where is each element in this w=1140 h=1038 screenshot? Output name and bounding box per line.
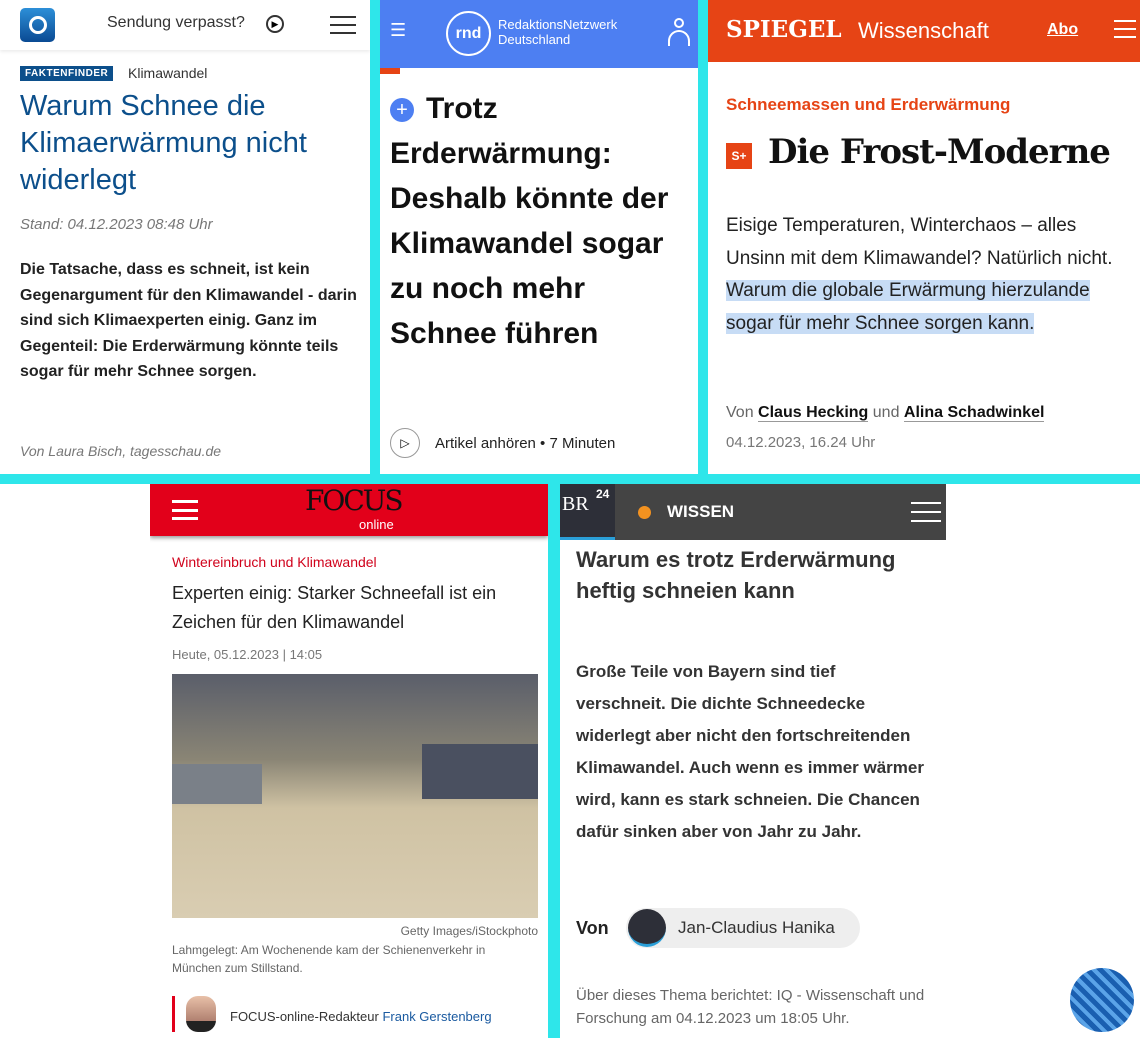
plus-icon: + — [390, 98, 414, 122]
focus-logo-sub: online — [359, 517, 394, 532]
topic[interactable]: Klimawandel — [128, 65, 208, 81]
menu-icon[interactable] — [330, 16, 356, 34]
spiegel-plus-badge: S+ — [726, 143, 752, 169]
header — [150, 484, 548, 536]
date: Stand: 04.12.2023 08:48 Uhr — [20, 216, 213, 233]
lead — [726, 210, 1131, 340]
author-name: Jan-Claudius Hanika — [678, 918, 835, 937]
highlighted-text: Warum die globale Erwärmung hierzulande sogar für mehr Schnee sorgen kann. — [726, 280, 1090, 334]
author-avatar[interactable] — [186, 996, 216, 1032]
section-name[interactable]: Wissenschaft — [858, 18, 989, 43]
header — [380, 0, 698, 68]
divider — [370, 0, 380, 480]
menu-icon[interactable] — [1114, 20, 1136, 38]
menu-icon[interactable] — [911, 502, 941, 522]
author-role: FOCUS-online-Redakteur — [230, 1009, 379, 1024]
menu-search-icon[interactable]: ☰ — [390, 20, 407, 40]
headline: Die Frost-Moderne — [768, 132, 1110, 172]
tagesschau-logo[interactable] — [20, 8, 55, 42]
kicker[interactable]: Wintereinbruch und Klimawandel — [172, 554, 377, 570]
snow-railway-photo[interactable] — [172, 674, 538, 918]
author-link[interactable]: Frank Gerstenberg — [382, 1009, 492, 1024]
rnd-logo[interactable]: rnd — [446, 11, 491, 56]
byline — [230, 1009, 492, 1024]
divider — [548, 484, 560, 1038]
tagesschau-panel — [0, 0, 370, 474]
play-icon[interactable]: ▷ — [390, 428, 420, 458]
by-label: Von — [726, 404, 754, 421]
and-label: und — [872, 404, 900, 421]
date: 04.12.2023, 16.24 Uhr — [726, 434, 876, 451]
user-icon[interactable] — [668, 18, 690, 46]
headline: Warum es trotz Erderwärmung heftig schneien kann — [576, 547, 896, 603]
listen-button[interactable]: Artikel anhören • 7 Minuten — [435, 435, 616, 452]
br24-logo[interactable] — [560, 484, 615, 540]
lead-text: Eisige Temperaturen, Winterchaos – alles Unsinn mit dem Klimawandel? Natürlich nicht. — [726, 215, 1113, 269]
focus-panel — [150, 484, 548, 1038]
kicker: Schneemassen und Erderwärmung — [726, 95, 1011, 114]
brand-line: Deutschland — [498, 32, 571, 47]
author-chip[interactable] — [626, 908, 860, 948]
headline: Trotz Erderwärmung: Deshalb könnte der Klimawandel sogar zu noch mehr Schnee führen — [390, 92, 669, 350]
rnd-panel — [380, 0, 698, 474]
author-link[interactable]: Alina Schadwinkel — [903, 404, 1045, 421]
brand-name — [498, 17, 617, 47]
author-link[interactable]: Claus Hecking — [758, 404, 869, 421]
headline: Warum Schnee die Klimaerwärmung nicht widerlegt — [20, 90, 307, 196]
byline — [726, 404, 1044, 422]
lead: Große Teile von Bayern sind tief verschneit. Die dichte Schneedecke widerlegt aber nicht den fortschreitenden Klimawandel. Auch wenn es immer wärmer wird, kann es stark schneien. Die Chancen dafür sinken aber von Jahr zu Jahr. — [576, 662, 924, 841]
br24-panel — [560, 484, 950, 1038]
header — [560, 484, 946, 540]
brand-line: RedaktionsNetzwerk — [498, 17, 618, 32]
accent-bar — [380, 68, 400, 74]
live-dot-icon — [638, 506, 651, 519]
play-icon[interactable]: ▶ — [266, 15, 284, 33]
photo-caption: Lahmgelegt: Am Wochenende kam der Schienenverkehr in München zum Stillstand. — [172, 943, 486, 975]
section-name[interactable]: WISSEN — [667, 502, 735, 521]
faktenfinder-badge[interactable]: FAKTENFINDER — [20, 66, 113, 81]
footer-note: Über dieses Thema berichtet: IQ - Wissenschaft und Forschung am 04.12.2023 um 18:05 Uhr. — [576, 987, 925, 1027]
header — [708, 0, 1140, 62]
logo-sup: 24 — [596, 487, 610, 501]
date: Heute, 05.12.2023 | 14:05 — [172, 647, 323, 662]
logo-text: BR — [562, 493, 589, 515]
author-avatar — [628, 909, 666, 947]
divider — [0, 474, 1140, 484]
by-label: Von — [576, 918, 609, 938]
author: Von Laura Bisch, tagesschau.de — [20, 443, 222, 459]
decorative-logo-icon — [1070, 968, 1134, 1032]
abo-link[interactable]: Abo — [1047, 21, 1079, 38]
headline: Experten einig: Starker Schneefall ist ein Zeichen für den Klimawandel — [172, 583, 497, 632]
header — [0, 0, 370, 50]
spiegel-panel — [708, 0, 1140, 474]
accent-bar — [172, 996, 175, 1032]
missed-show-link[interactable]: Sendung verpasst? — [107, 14, 245, 31]
lead: Die Tatsache, dass es schneit, ist kein Gegenargument für den Klimawandel - darin sind sich Klimaexperten einig. Ganz im Gegenteil: Die Erderwärmung könnte teils sogar für mehr Schnee sorgen. — [20, 261, 357, 380]
menu-icon[interactable] — [172, 500, 198, 520]
photo-credit: Getty Images/iStockphoto — [400, 924, 538, 938]
focus-logo[interactable]: FOCUS — [305, 484, 402, 517]
spiegel-logo[interactable]: SPIEGEL — [726, 16, 842, 43]
divider — [698, 0, 708, 480]
